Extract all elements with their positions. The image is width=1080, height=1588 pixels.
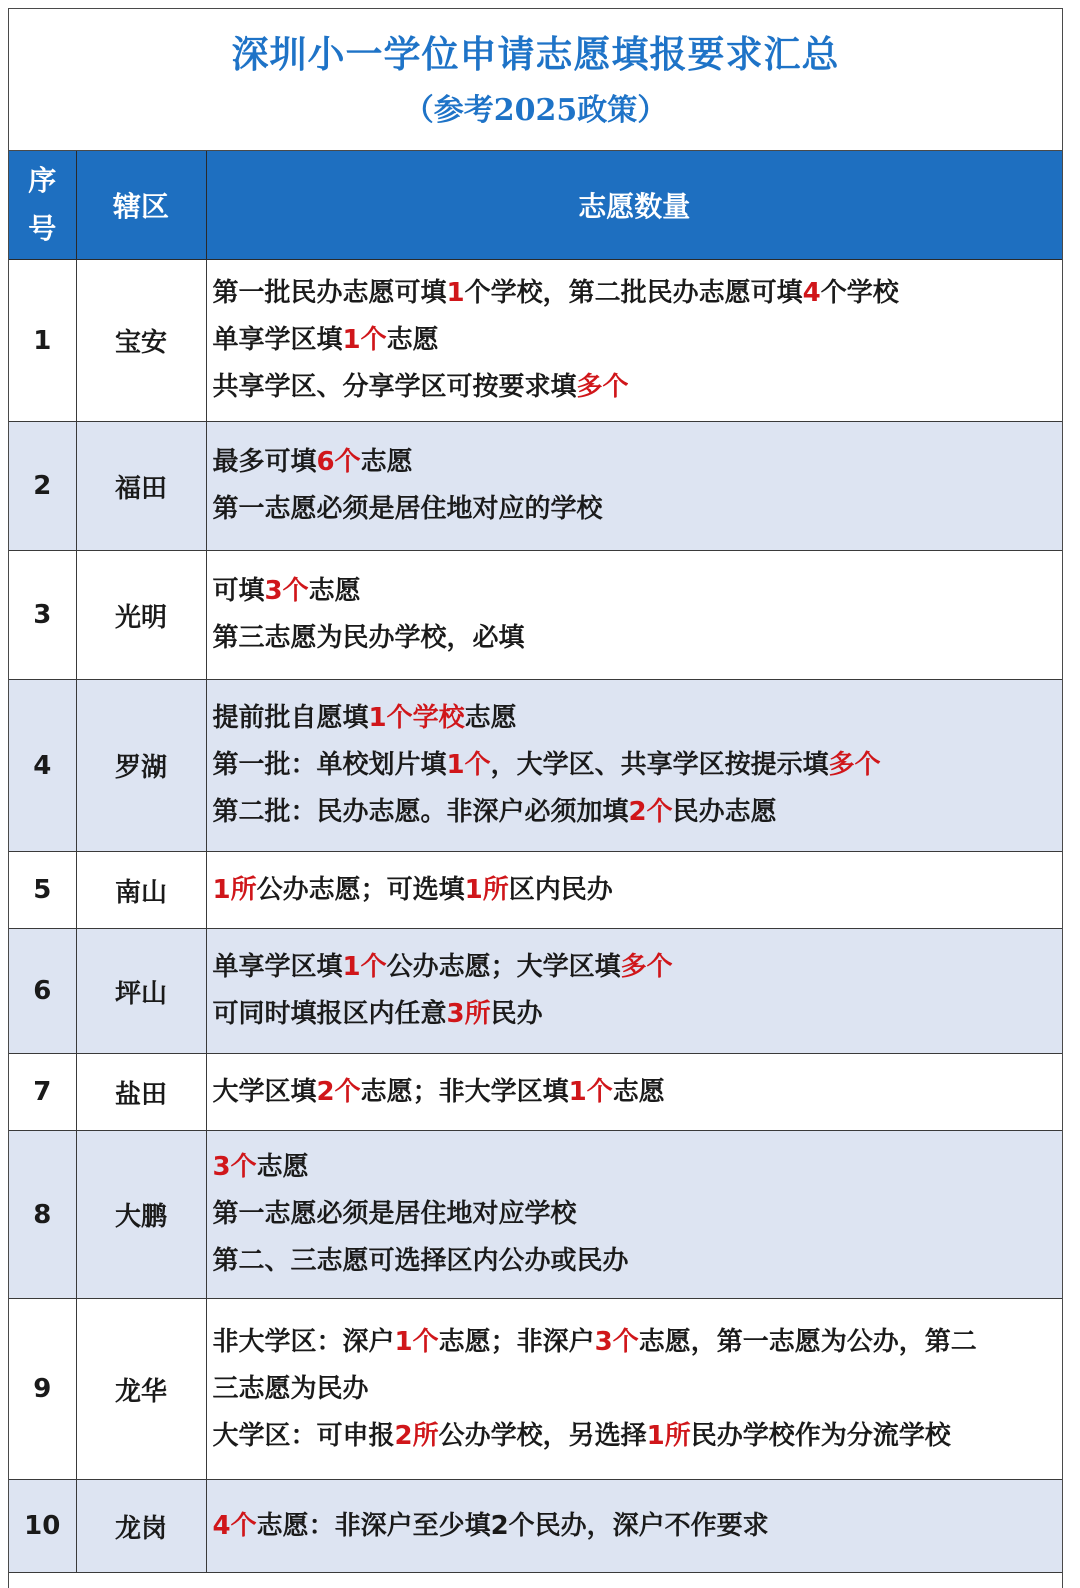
cell-district: 坪山 [76,929,206,1054]
cell-seq: 5 [9,852,76,929]
requirement-line [213,742,1055,789]
cell-seq: 3 [9,551,76,680]
requirement-line [213,439,1055,486]
table-body [9,260,1062,1573]
requirement-text: 民办 [490,999,543,1029]
highlighted-count: 2个 [628,797,673,827]
highlighted-count: 多个 [828,750,881,780]
requirement-text: 第三志愿为民办学校，必填 [212,623,525,653]
cell-volunteers [206,551,1062,680]
cell-volunteers [206,422,1062,551]
header-district: 辖区 [76,151,206,260]
table-row [9,260,1062,422]
requirement-text: 第二、三志愿可选择区内公办或民办 [212,1246,629,1276]
cell-district: 福田 [76,422,206,551]
requirement-text: 志愿 [464,703,517,733]
highlighted-count: 1所 [464,874,509,905]
header-seq-top: 序 [28,164,57,197]
requirement-text: 公办学校，另选择 [438,1420,647,1451]
cell-district: 南山 [76,852,206,929]
cell-district: 龙华 [76,1299,206,1480]
requirement-text: 志愿 [612,1076,665,1107]
cell-district: 盐田 [76,1054,206,1131]
cell-seq: 9 [9,1299,76,1480]
requirement-text: ，大学区、共享学区按提示填 [490,750,829,780]
requirement-text: 共享学区、分享学区可按要求填 [212,372,577,402]
requirement-text: 三志愿为民办 [212,1373,369,1404]
requirement-text: 第一志愿必须是居住地对应的学校 [212,494,603,524]
highlighted-count: 6个 [316,447,361,477]
requirement-text: 非大学区：深户 [212,1326,395,1357]
requirement-text: 个学校 [820,278,899,308]
requirement-line [213,695,1055,742]
highlighted-count: 4个 [212,1510,257,1541]
cell-volunteers [206,1054,1062,1131]
requirement-text: 志愿 [360,447,413,477]
requirement-text: 民办志愿 [672,797,777,827]
requirement-text: 可填 [212,576,265,606]
table-row [9,852,1062,929]
highlighted-count: 1个学校 [368,703,465,733]
requirement-text: 大学区填 [212,1076,317,1107]
cell-district: 龙岗 [76,1480,206,1573]
cell-district: 罗湖 [76,680,206,852]
highlighted-count: 2个 [316,1076,361,1107]
header-seq-bottom: 号 [28,212,57,245]
cell-seq: 4 [9,680,76,852]
table-row [9,422,1062,551]
requirement-line [213,991,1055,1038]
requirement-line [213,486,1055,533]
requirement-line [213,1069,1055,1116]
requirement-text: 个学校，第二批民办志愿可填 [464,278,803,308]
cell-seq: 10 [9,1480,76,1573]
requirement-text: 公办志愿；可选填 [256,874,465,905]
requirement-text: 大学区：可申报 [212,1420,395,1451]
requirement-line [213,1238,1055,1285]
policy-summary-frame [8,8,1063,1588]
requirement-text: 最多可填 [212,447,317,477]
highlighted-count: 3所 [446,999,491,1029]
requirement-text: 第一批民办志愿可填 [212,278,447,308]
requirement-text: 第二批：民办志愿。非深户必须加填 [212,797,629,827]
highlighted-count: 3个 [212,1152,257,1182]
table-row [9,1299,1062,1480]
highlighted-count: 1个 [446,750,491,780]
title-block [9,9,1062,151]
highlighted-count: 1所 [646,1420,691,1451]
requirement-line [213,789,1055,836]
requirement-text: 区内民办 [508,874,613,905]
header-volunteers: 志愿数量 [206,151,1062,260]
cell-seq: 2 [9,422,76,551]
cell-district: 宝安 [76,260,206,422]
requirement-text: 志愿 [256,1152,309,1182]
requirement-text: 民办学校作为分流学校 [690,1420,951,1451]
requirement-line [213,867,1055,914]
requirement-text: 单享学区填 [212,952,343,982]
cell-district: 光明 [76,551,206,680]
requirement-line [213,1144,1055,1191]
table-row [9,1480,1062,1573]
requirement-text: 志愿；非大学区填 [360,1076,569,1107]
cell-seq: 7 [9,1054,76,1131]
requirement-line [213,944,1055,991]
highlighted-count: 1个 [568,1076,613,1107]
requirement-text: 志愿，第一志愿为公办，第二 [638,1326,977,1357]
requirement-text: 公办志愿；大学区填 [386,952,621,982]
table-row [9,1054,1062,1131]
table-row [9,680,1062,852]
highlighted-count: 1 [446,278,465,308]
requirement-line [213,364,1055,411]
requirement-line [213,615,1055,662]
requirement-line [213,1413,1055,1460]
cell-volunteers [206,680,1062,852]
highlighted-count: 多个 [620,952,673,982]
cell-seq: 8 [9,1131,76,1299]
requirement-line [213,1319,1055,1366]
highlighted-count: 4 [802,278,821,308]
requirement-line [213,1191,1055,1238]
highlighted-count: 多个 [576,372,629,402]
table-header-row [9,151,1062,260]
volunteer-requirements-table [9,151,1062,1573]
requirement-text: 可同时填报区内任意 [212,999,447,1029]
cell-volunteers [206,852,1062,929]
cell-volunteers [206,929,1062,1054]
requirement-text: 第一批：单校划片填 [212,750,447,780]
requirement-line [213,568,1055,615]
requirement-text: 单享学区填 [212,325,343,355]
requirement-text: 志愿 [308,576,361,606]
table-row [9,1131,1062,1299]
cell-volunteers [206,1480,1062,1573]
page-subtitle: （参考2025政策） [403,93,668,128]
highlighted-count: 3个 [594,1326,639,1357]
highlighted-count: 3个 [264,576,309,606]
highlighted-count: 1所 [212,874,257,905]
highlighted-count: 2所 [394,1420,439,1451]
highlighted-count: 1个 [342,952,387,982]
header-seq [9,151,76,260]
requirement-text: 提前批自愿填 [212,703,369,733]
table-row [9,551,1062,680]
highlighted-count: 1个 [394,1326,439,1357]
requirement-line [213,1503,1055,1550]
cell-volunteers [206,1299,1062,1480]
cell-volunteers [206,1131,1062,1299]
requirement-text: 志愿：非深户至少填2个民办，深户不作要求 [256,1510,769,1541]
requirement-text: 志愿 [386,325,439,355]
highlighted-count: 1个 [342,325,387,355]
page-title: 深圳小一学位申请志愿填报要求汇总 [231,33,840,76]
requirement-line [213,270,1055,317]
cell-seq: 6 [9,929,76,1054]
requirement-line [213,317,1055,364]
requirement-text: 志愿；非深户 [438,1326,595,1357]
table-row [9,929,1062,1054]
requirement-line [213,1366,1055,1413]
cell-district: 大鹏 [76,1131,206,1299]
requirement-text: 第一志愿必须是居住地对应学校 [212,1199,577,1229]
cell-seq: 1 [9,260,76,422]
cell-volunteers [206,260,1062,422]
